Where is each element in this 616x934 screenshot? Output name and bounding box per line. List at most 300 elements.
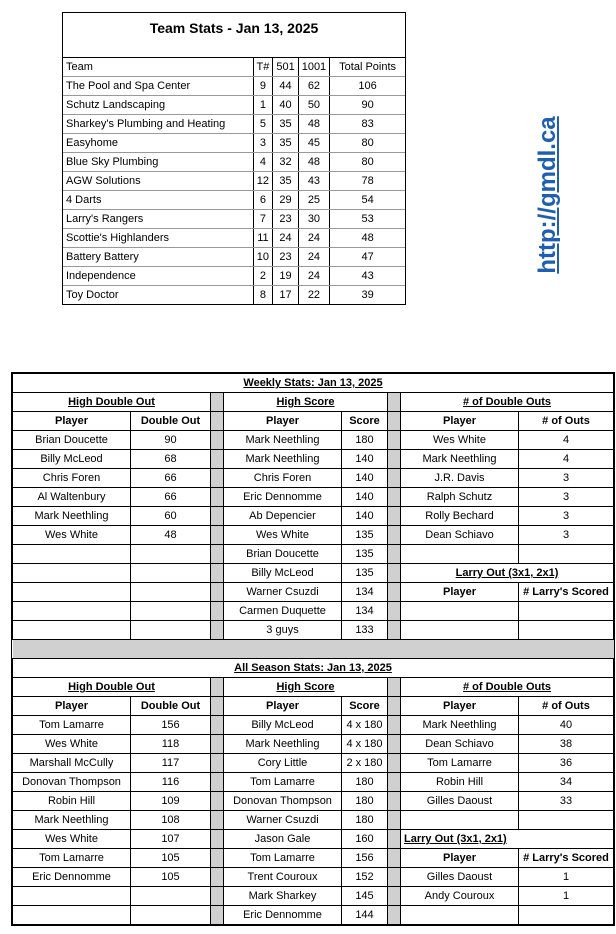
team-stat: 29 [273, 191, 298, 210]
value-cell: 140 [342, 507, 388, 526]
column-separator [211, 792, 224, 811]
team-stat: 24 [298, 248, 329, 267]
value-cell: 3 [519, 526, 614, 545]
column-separator [388, 811, 401, 830]
weekly-data-row [13, 621, 614, 640]
value-cell: 156 [131, 716, 211, 735]
column-separator [388, 507, 401, 526]
column-separator [388, 773, 401, 792]
player-cell: Mark Neethling [224, 735, 342, 754]
team-stat: 47 [330, 248, 405, 267]
column-separator [211, 412, 224, 431]
team-header-cell: 1001 [298, 58, 329, 77]
player-cell: Billy McLeod [224, 564, 342, 583]
column-separator [388, 488, 401, 507]
season-data-row [13, 773, 614, 792]
team-stat: 24 [273, 229, 298, 248]
weekly-title: Weekly Stats: Jan 13, 2025 [13, 374, 614, 393]
column-separator [211, 450, 224, 469]
player-cell: Mark Neethling [13, 507, 131, 526]
column-header: Player [401, 583, 519, 602]
season-data-row [13, 811, 614, 830]
team-stat: 30 [298, 210, 329, 229]
column-separator [211, 830, 224, 849]
player-cell [401, 811, 519, 830]
column-separator [388, 393, 401, 412]
value-cell: 135 [342, 564, 388, 583]
value-cell: 180 [342, 773, 388, 792]
value-cell: 144 [342, 906, 388, 925]
player-cell: Donovan Thompson [224, 792, 342, 811]
column-separator [211, 621, 224, 640]
player-cell [401, 602, 519, 621]
team-stat: 5 [253, 115, 273, 134]
player-cell: Robin Hill [401, 773, 519, 792]
value-cell: 133 [342, 621, 388, 640]
column-separator [211, 431, 224, 450]
column-separator [211, 545, 224, 564]
team-stat: 4 [253, 153, 273, 172]
player-cell [401, 621, 519, 640]
column-header: # of Outs [519, 697, 614, 716]
player-cell: Donovan Thompson [13, 773, 131, 792]
value-cell: 152 [342, 868, 388, 887]
weekly-data-row [13, 507, 614, 526]
player-cell: Gilles Daoust [401, 868, 519, 887]
column-separator [211, 488, 224, 507]
high-double-out-title: High Double Out [13, 678, 211, 697]
value-cell: 40 [519, 716, 614, 735]
column-header: Player [401, 849, 519, 868]
column-separator [211, 564, 224, 583]
team-row [63, 172, 405, 191]
player-cell [13, 621, 131, 640]
value-cell: 36 [519, 754, 614, 773]
team-stat: 106 [330, 77, 405, 96]
player-cell: Billy McLeod [13, 450, 131, 469]
column-separator [388, 697, 401, 716]
column-separator [388, 792, 401, 811]
column-separator [388, 450, 401, 469]
team-stat: 48 [298, 115, 329, 134]
value-cell [131, 583, 211, 602]
site-link-watermark[interactable] [528, 90, 568, 300]
value-cell: 156 [342, 849, 388, 868]
player-cell: 3 guys [224, 621, 342, 640]
team-name: Schutz Landscaping [63, 96, 253, 115]
team-row [63, 267, 405, 286]
season-data-row [13, 849, 614, 868]
team-stat: 25 [298, 191, 329, 210]
weekly-data-row [13, 431, 614, 450]
player-cell: Gilles Daoust [401, 792, 519, 811]
season-data-row [13, 716, 614, 735]
player-cell: Ralph Schutz [401, 488, 519, 507]
value-cell: 1 [519, 887, 614, 906]
column-header: Player [224, 412, 342, 431]
value-cell: 145 [342, 887, 388, 906]
player-cell: Wes White [13, 526, 131, 545]
value-cell: 180 [342, 811, 388, 830]
player-cell: Wes White [13, 830, 131, 849]
weekly-header-row [13, 412, 614, 431]
team-stat: 8 [253, 286, 273, 305]
player-cell [13, 906, 131, 925]
value-cell: 1 [519, 868, 614, 887]
season-data-row [13, 887, 614, 906]
team-stat: 19 [273, 267, 298, 286]
team-stats-table [62, 12, 406, 305]
team-row [63, 229, 405, 248]
value-cell [131, 887, 211, 906]
team-header-cell: Total Points [330, 58, 405, 77]
season-title-row [13, 659, 614, 678]
weekly-data-row [13, 602, 614, 621]
value-cell [519, 602, 614, 621]
team-stat: 35 [273, 134, 298, 153]
player-cell: Trent Couroux [224, 868, 342, 887]
team-stat: 9 [253, 77, 273, 96]
team-stat: 45 [298, 134, 329, 153]
column-separator [388, 469, 401, 488]
column-separator [388, 564, 401, 583]
double-outs-title: # of Double Outs [401, 678, 614, 697]
player-cell: Marshall McCully [13, 754, 131, 773]
team-stat: 53 [330, 210, 405, 229]
player-cell: Chris Foren [13, 469, 131, 488]
value-cell: 105 [131, 849, 211, 868]
player-cell: Dean Schiavo [401, 526, 519, 545]
high-score-title: High Score [224, 678, 388, 697]
column-separator [388, 621, 401, 640]
column-header: Double Out [131, 697, 211, 716]
value-cell: 34 [519, 773, 614, 792]
weekly-data-row [13, 583, 614, 602]
team-row [63, 191, 405, 210]
team-stat: 90 [330, 96, 405, 115]
player-cell [13, 602, 131, 621]
value-cell: 109 [131, 792, 211, 811]
value-cell: 66 [131, 488, 211, 507]
season-title: All Season Stats: Jan 13, 2025 [13, 659, 614, 678]
value-cell: 3 [519, 488, 614, 507]
team-name: 4 Darts [63, 191, 253, 210]
player-cell: Mark Sharkey [224, 887, 342, 906]
value-cell: 3 [519, 469, 614, 488]
player-cell: Tom Lamarre [13, 849, 131, 868]
team-name: Battery Battery [63, 248, 253, 267]
team-stat: 80 [330, 153, 405, 172]
column-separator [211, 887, 224, 906]
team-stat: 2 [253, 267, 273, 286]
column-separator [211, 849, 224, 868]
column-separator [388, 583, 401, 602]
column-separator [388, 545, 401, 564]
weekly-title-row [13, 374, 614, 393]
column-separator [388, 678, 401, 697]
team-stat: 32 [273, 153, 298, 172]
value-cell: 105 [131, 868, 211, 887]
value-cell: 3 [519, 507, 614, 526]
column-header: # Larry's Scored [519, 849, 614, 868]
value-cell: 68 [131, 450, 211, 469]
team-stat: 3 [253, 134, 273, 153]
column-separator [211, 716, 224, 735]
weekly-data-row [13, 469, 614, 488]
value-cell: 140 [342, 469, 388, 488]
value-cell: 134 [342, 602, 388, 621]
team-stat: 54 [330, 191, 405, 210]
value-cell: 33 [519, 792, 614, 811]
team-stat: 24 [298, 229, 329, 248]
column-separator [211, 735, 224, 754]
column-separator [388, 602, 401, 621]
value-cell: 118 [131, 735, 211, 754]
player-cell: Robin Hill [13, 792, 131, 811]
team-stat: 40 [273, 96, 298, 115]
value-cell: 90 [131, 431, 211, 450]
team-name: The Pool and Spa Center [63, 77, 253, 96]
value-cell [519, 811, 614, 830]
weekly-data-row [13, 564, 614, 583]
value-cell: 180 [342, 431, 388, 450]
team-header-cell: Team [63, 58, 253, 77]
column-separator [211, 469, 224, 488]
weekly-group-row [13, 393, 614, 412]
team-stat: 62 [298, 77, 329, 96]
player-cell: Brian Doucette [13, 431, 131, 450]
team-name: Sharkey's Plumbing and Heating [63, 115, 253, 134]
value-cell: 4 [519, 450, 614, 469]
column-header: Player [13, 697, 131, 716]
team-stat: 10 [253, 248, 273, 267]
team-stat: 23 [273, 248, 298, 267]
column-separator [388, 906, 401, 925]
team-stat: 12 [253, 172, 273, 191]
team-stat: 44 [273, 77, 298, 96]
column-header: Player [401, 412, 519, 431]
team-name: Blue Sky Plumbing [63, 153, 253, 172]
player-cell: Brian Doucette [224, 545, 342, 564]
player-cell: Wes White [224, 526, 342, 545]
column-separator [388, 868, 401, 887]
team-stat: 43 [298, 172, 329, 191]
value-cell: 107 [131, 830, 211, 849]
high-double-out-title: High Double Out [13, 393, 211, 412]
column-separator [211, 507, 224, 526]
weekly-data-row [13, 450, 614, 469]
team-stat: 23 [273, 210, 298, 229]
weekly-data-row [13, 488, 614, 507]
player-cell: Rolly Bechard [401, 507, 519, 526]
team-header-cell: 501 [273, 58, 298, 77]
season-data-row [13, 830, 614, 849]
column-separator [211, 678, 224, 697]
column-separator [388, 735, 401, 754]
value-cell: 140 [342, 450, 388, 469]
column-separator [211, 868, 224, 887]
player-cell [13, 564, 131, 583]
player-cell: Cory Little [224, 754, 342, 773]
player-cell: Al Waltenbury [13, 488, 131, 507]
column-separator [388, 830, 401, 849]
column-separator [211, 393, 224, 412]
column-header: Player [401, 697, 519, 716]
column-header: # of Outs [519, 412, 614, 431]
column-separator [211, 811, 224, 830]
season-data-row [13, 868, 614, 887]
team-row [63, 134, 405, 153]
column-header: Player [13, 412, 131, 431]
player-cell: Jason Gale [224, 830, 342, 849]
team-stat: 78 [330, 172, 405, 191]
team-row [63, 210, 405, 229]
weekly-data-row [13, 545, 614, 564]
player-cell: Chris Foren [224, 469, 342, 488]
player-cell: Tom Lamarre [224, 849, 342, 868]
player-cell: Tom Lamarre [401, 754, 519, 773]
value-cell: 60 [131, 507, 211, 526]
value-cell: 140 [342, 488, 388, 507]
season-data-row [13, 735, 614, 754]
player-cell: Tom Lamarre [224, 773, 342, 792]
season-data-row [13, 906, 614, 925]
team-name: Larry's Rangers [63, 210, 253, 229]
team-name: Easyhome [63, 134, 253, 153]
team-row [63, 248, 405, 267]
team-name: Independence [63, 267, 253, 286]
player-cell: Eric Dennomme [224, 488, 342, 507]
player-cell: Mark Neethling [224, 450, 342, 469]
season-data-row [13, 754, 614, 773]
double-outs-title: # of Double Outs [401, 393, 614, 412]
value-cell [519, 906, 614, 925]
player-cell: J.R. Davis [401, 469, 519, 488]
column-separator [388, 754, 401, 773]
value-cell: 38 [519, 735, 614, 754]
team-header-row [63, 58, 405, 77]
stats-grid [12, 373, 614, 925]
team-stat: 11 [253, 229, 273, 248]
player-cell: Warner Csuzdi [224, 583, 342, 602]
value-cell [131, 545, 211, 564]
season-header-row [13, 697, 614, 716]
season-data-row [13, 792, 614, 811]
team-row [63, 286, 405, 305]
value-cell [519, 621, 614, 640]
section-gap [13, 640, 614, 659]
column-separator [388, 716, 401, 735]
value-cell: 48 [131, 526, 211, 545]
player-cell [13, 583, 131, 602]
player-cell: Ab Depencier [224, 507, 342, 526]
team-name: Toy Doctor [66, 289, 119, 301]
column-separator [211, 526, 224, 545]
team-stats-grid [63, 58, 405, 304]
season-group-row [13, 678, 614, 697]
value-cell: 160 [342, 830, 388, 849]
player-cell: Mark Neethling [401, 716, 519, 735]
value-cell: 66 [131, 469, 211, 488]
larry-out-title: Larry Out (3x1, 2x1) [401, 830, 614, 849]
team-stat: 17 [273, 286, 298, 305]
team-stat: 48 [330, 229, 405, 248]
player-cell: Billy McLeod [224, 716, 342, 735]
player-cell: Mark Neethling [13, 811, 131, 830]
team-row [63, 96, 405, 115]
team-stat: 6 [253, 191, 273, 210]
value-cell [131, 906, 211, 925]
player-cell: Eric Dennomme [13, 868, 131, 887]
team-name: AGW Solutions [63, 172, 253, 191]
value-cell: 117 [131, 754, 211, 773]
column-separator [211, 602, 224, 621]
column-header: Double Out [131, 412, 211, 431]
column-separator [211, 583, 224, 602]
value-cell: 2 x 180 [342, 754, 388, 773]
value-cell: 4 [519, 431, 614, 450]
column-separator [388, 412, 401, 431]
team-row [63, 77, 405, 96]
team-stat: 22 [298, 286, 329, 305]
weekly-and-season-stats [11, 372, 615, 926]
team-stat: 43 [330, 267, 405, 286]
value-cell: 108 [131, 811, 211, 830]
section-gap-cell [13, 640, 614, 659]
value-cell [131, 564, 211, 583]
team-stat: 48 [298, 153, 329, 172]
player-cell: Carmen Duquette [224, 602, 342, 621]
team-stat: 83 [330, 115, 405, 134]
value-cell: 134 [342, 583, 388, 602]
column-header: # Larry's Scored [519, 583, 614, 602]
player-cell [401, 906, 519, 925]
larry-out-title: Larry Out (3x1, 2x1) [401, 564, 614, 583]
value-cell: 116 [131, 773, 211, 792]
team-stat: 1 [253, 96, 273, 115]
team-stat: 39 [330, 286, 405, 305]
player-cell: Dean Schiavo [401, 735, 519, 754]
player-cell [13, 887, 131, 906]
value-cell [131, 621, 211, 640]
column-separator [388, 526, 401, 545]
value-cell: 135 [342, 526, 388, 545]
value-cell: 4 x 180 [342, 735, 388, 754]
column-header: Score [342, 412, 388, 431]
player-cell: Mark Neethling [224, 431, 342, 450]
column-separator [211, 754, 224, 773]
team-name: Scottie's Highlanders [63, 229, 253, 248]
value-cell [519, 545, 614, 564]
team-stats-title: Team Stats - Jan 13, 2025 [63, 13, 405, 58]
value-cell: 4 x 180 [342, 716, 388, 735]
column-separator [211, 906, 224, 925]
team-stat: 50 [298, 96, 329, 115]
team-stat: 80 [330, 134, 405, 153]
team-stat: 35 [273, 115, 298, 134]
weekly-data-row [13, 526, 614, 545]
team-row [63, 115, 405, 134]
column-separator [388, 431, 401, 450]
column-separator [388, 887, 401, 906]
column-separator [388, 849, 401, 868]
player-cell [401, 545, 519, 564]
site-link-text[interactable]: http://gmdl.ca [534, 116, 561, 274]
high-score-title: High Score [224, 393, 388, 412]
value-cell: 180 [342, 792, 388, 811]
team-row [63, 153, 405, 172]
player-cell: Wes White [401, 431, 519, 450]
